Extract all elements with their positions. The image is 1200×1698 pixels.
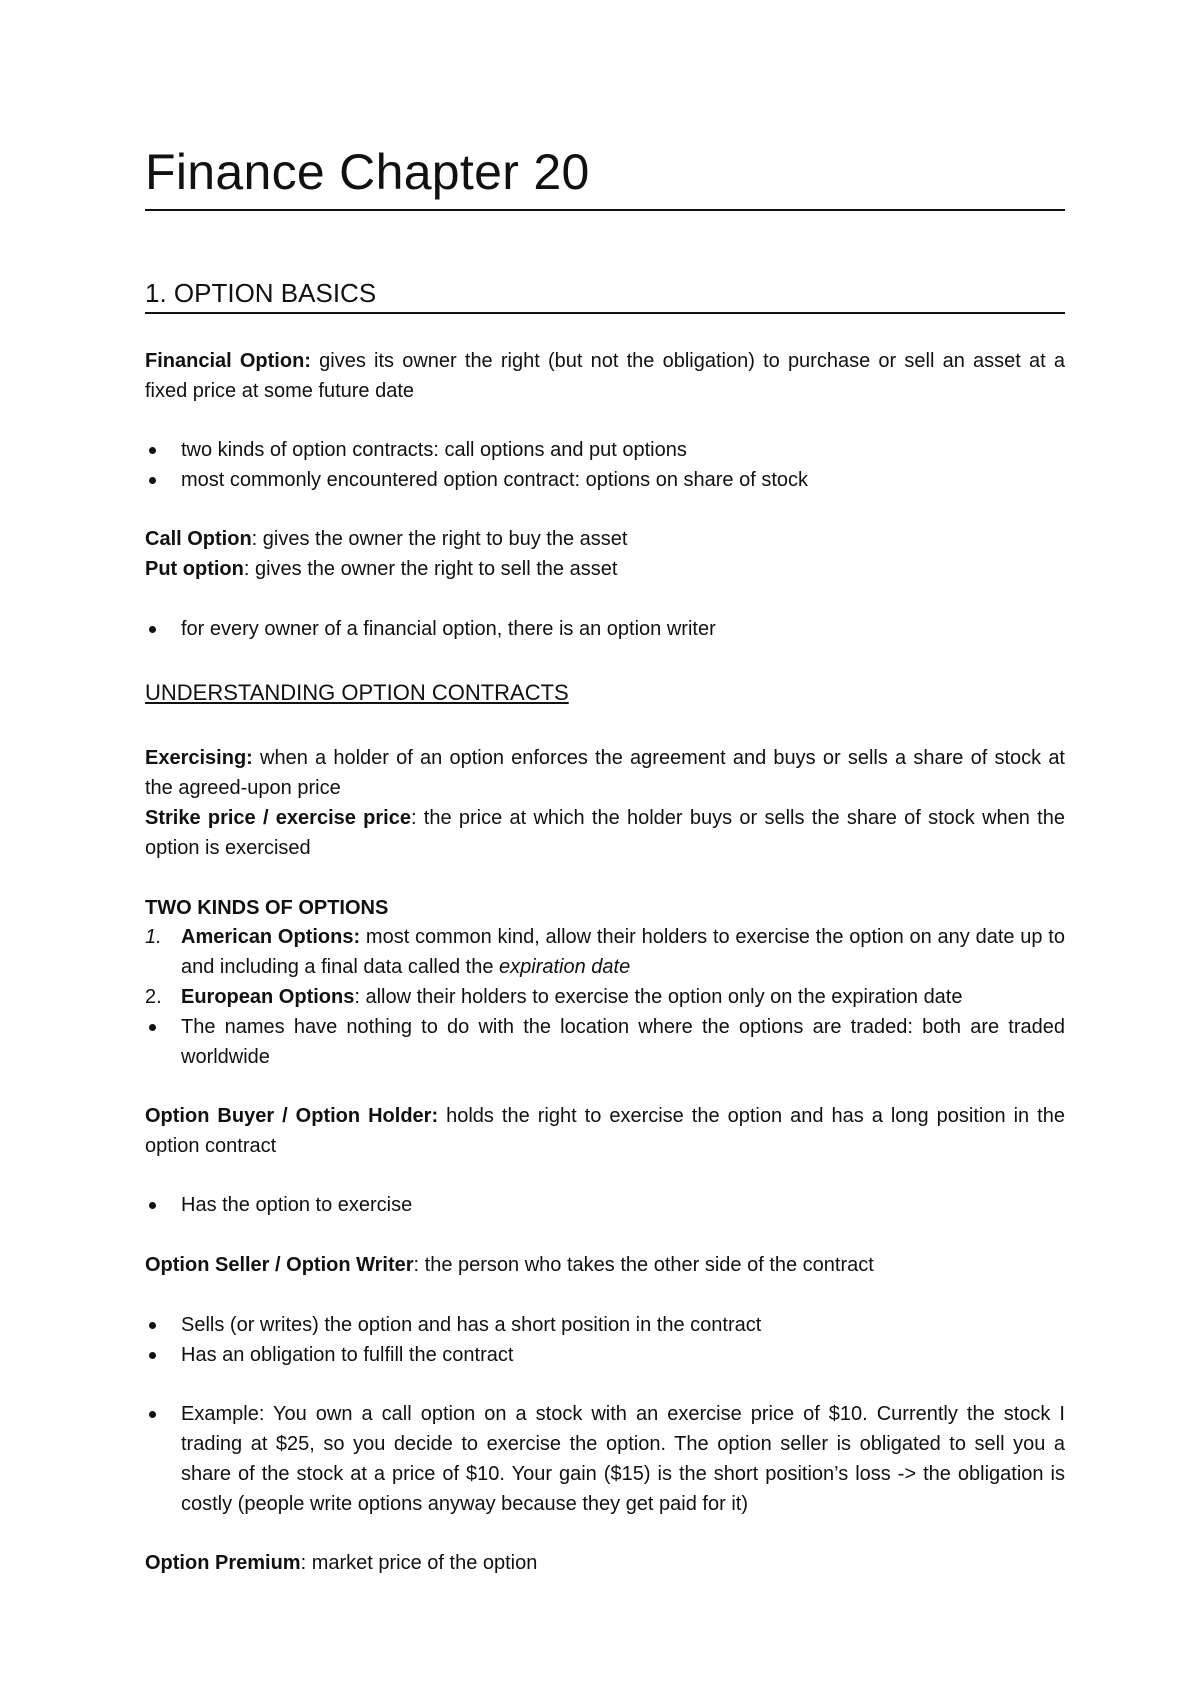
definition-text: gives its owner the right (but not the obligation) to purchase or sell an asset at a fixed price at some future date [145, 350, 1065, 402]
term-european-options: European Options [181, 986, 355, 1008]
list-item-text [181, 982, 1065, 1012]
document-title: Finance Chapter 20 [145, 144, 590, 200]
definition-option-buyer [145, 1101, 1065, 1161]
definition-text: holds the right to exercise the option and has a long position in the option contract [145, 1105, 1065, 1157]
list-item-text: Has an obligation to fulfill the contract [181, 1344, 514, 1366]
term-call-option: Call Option [145, 528, 252, 550]
list-item-example [145, 1399, 1065, 1519]
definition-text: most common kind, allow their holders to exercise the option on any date up to and including a final data called the [181, 926, 1065, 978]
list-item-text: most commonly encountered option contract: options on share of stock [181, 469, 809, 491]
term-american-options: American Options: [181, 926, 361, 948]
list-item-european [145, 982, 1065, 1012]
list-item-text: Sells (or writes) the option and has a short position in the contract [181, 1314, 762, 1336]
definition-financial-option [145, 346, 1065, 406]
definition-call-option [145, 524, 1065, 554]
list-item [145, 1310, 1065, 1340]
subheading-understanding-option-contracts: UNDERSTANDING OPTION CONTRACTS [145, 680, 569, 705]
list-item-text: for every owner of a financial option, there is an option writer [181, 618, 716, 640]
term-put-option: Put option [145, 558, 244, 580]
list-item [145, 614, 1065, 644]
term-financial-option: Financial Option: [145, 350, 311, 372]
definition-strike-price [145, 803, 1065, 863]
number-marker: 2. [145, 986, 162, 1008]
definition-put-option [145, 554, 1065, 584]
list-item-american [145, 922, 1065, 982]
definition-option-premium [145, 1548, 1065, 1578]
list-item-text [181, 922, 1065, 982]
list-item [145, 1190, 1065, 1220]
title-rule [145, 209, 1065, 211]
number-marker: 1. [145, 926, 162, 948]
list-item [145, 465, 1065, 495]
list-item-text: Has the option to exercise [181, 1194, 413, 1216]
list-item [145, 1012, 1065, 1072]
term-option-buyer: Option Buyer / Option Holder: [145, 1105, 439, 1127]
list-item-text: Example: You own a call option on a stock with an exercise price of $10. Currently the stock I trading at $25, so you decide to exercise the option. The option seller is obligated to sell you a share of the stock at a price of $10. Your gain ($15) is the short position’s loss -> the obligation is costly (people write options anyway because they get paid for it) [181, 1403, 1065, 1515]
list-item-text: The names have nothing to do with the location where the options are traded: both are traded worldwide [181, 1016, 1065, 1068]
heading-two-kinds-of-options: TWO KINDS OF OPTIONS [145, 897, 389, 919]
term-option-seller: Option Seller / Option Writer [145, 1254, 414, 1276]
definition-text: : gives the owner the right to buy the asset [251, 528, 628, 550]
definition-text: : the price at which the holder buys or sells the share of stock when the option is exercised [145, 807, 1065, 859]
list-item [145, 1340, 1065, 1370]
term-exercising: Exercising: [145, 747, 253, 769]
expiration-date-italic: expiration date [499, 956, 631, 978]
definition-text: : gives the owner the right to sell the asset [243, 558, 618, 580]
definition-text: when a holder of an option enforces the agreement and buys or sells a share of stock at the agreed-upon price [145, 747, 1065, 799]
list-item [145, 435, 1065, 465]
section-rule [145, 312, 1065, 314]
definition-text: : the person who takes the other side of the contract [413, 1254, 874, 1276]
definition-exercising [145, 743, 1065, 803]
definition-text: : allow their holders to exercise the option only on the expiration date [354, 986, 963, 1008]
term-option-premium: Option Premium [145, 1552, 301, 1574]
section-heading-option-basics: 1. OPTION BASICS [145, 278, 377, 308]
definition-option-seller [145, 1250, 1065, 1280]
list-item-text: two kinds of option contracts: call options and put options [181, 439, 687, 461]
definition-text: : market price of the option [300, 1552, 538, 1574]
term-strike-price: Strike price / exercise price [145, 807, 411, 829]
